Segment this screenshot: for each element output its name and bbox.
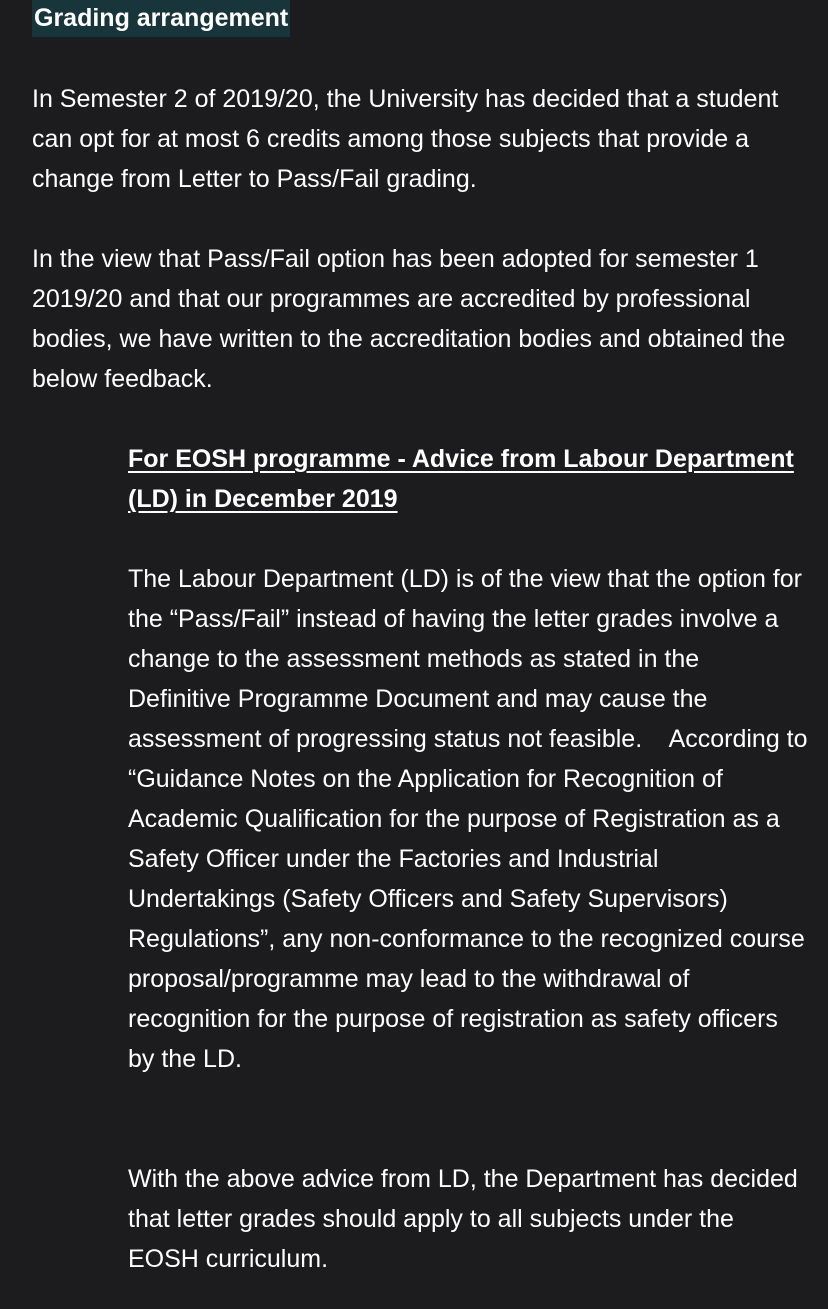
eosh-advice-title: For EOSH programme - Advice from Labour Department (LD) in December 2019	[128, 445, 794, 513]
intro-paragraph-accreditation: In the view that Pass/Fail option has been adopted for semester 1 2019/20 and that our programmes are accredited by professional bodies, we have written to the accreditation bodies and obtained the below feedback.	[32, 245, 786, 393]
eosh-decision-paragraph: With the above advice from LD, the Department has decided that letter grades should apply to all subjects under the EOSH curriculum.	[128, 1165, 798, 1273]
section-heading: Grading arrangement	[32, 0, 290, 37]
eosh-advice-paragraph: The Labour Department (LD) is of the view that the option for the “Pass/Fail” instead of having the letter grades involve a change to the assessment methods as stated in the Definitive Programme Document and may cause the assessment of progressing status not feasible. According to “Guidance Notes on the Application for Recognition of Academic Qualification for the purpose of Registration as a Safety Officer under the Factories and Industrial Undertakings (Safety Officers and Safety Supervisors) Regulations”, any non-conformance to the recognized course proposal/programme may lead to the withdrawal of recognition for the purpose of registration as safety officers by the LD.	[128, 565, 815, 1073]
intro-paragraph-semester-2: In Semester 2 of 2019/20, the University has decided that a student can opt for at most 6 credits among those subjects that provide a change from Letter to Pass/Fail grading.	[32, 85, 779, 193]
